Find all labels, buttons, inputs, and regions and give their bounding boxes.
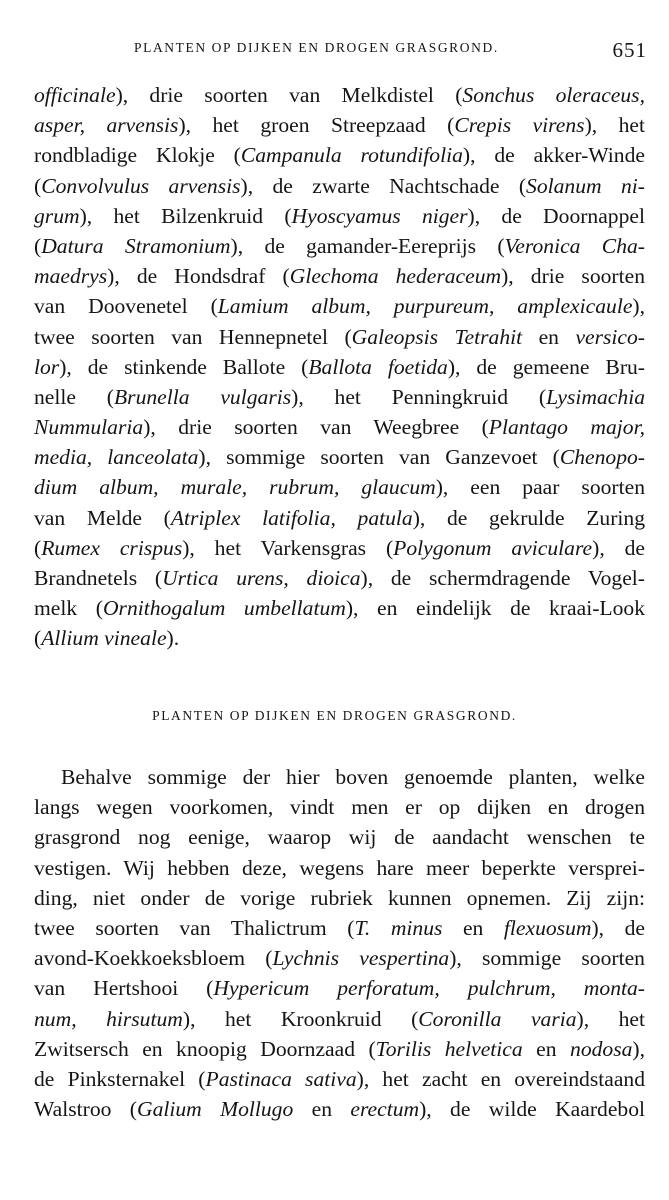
running-head: PLANTEN OP DIJKEN EN DROGEN GRASGROND. <box>134 40 499 55</box>
italic-run: Lamium album, purpureum, amplexicaule <box>217 294 633 319</box>
italic-run: Convolvulus arvensis <box>41 173 241 198</box>
italic-run: Atriplex latifolia, patula <box>170 505 413 530</box>
text-line <box>34 442 645 472</box>
text-run: ), het groen Streepzaad ( <box>178 113 455 138</box>
italic-run: lor <box>34 354 60 379</box>
italic-run: Galeopsis Tetrahit <box>351 324 523 349</box>
italic-run: Brunella vulgaris <box>113 384 292 409</box>
text-run: ), de zwarte Nachtschade ( <box>240 173 527 198</box>
text-run: ), de <box>592 535 645 560</box>
italic-run: Crepis virens <box>454 113 585 138</box>
text-run: ), een paar soorten <box>435 475 646 500</box>
text-run: ), het Bilzenkruid ( <box>79 203 292 228</box>
italic-run: Lysimachia <box>546 384 645 409</box>
italic-run: grum <box>34 203 80 228</box>
text-line <box>34 110 645 140</box>
text-run: van Doovenetel ( <box>34 294 218 319</box>
text-line <box>34 533 645 563</box>
text-run: en <box>293 1097 351 1122</box>
text-run: ), sommige soorten <box>449 946 645 971</box>
text-run: ), de schermdragende Vogel- <box>360 566 645 590</box>
text-run: de Pinksternakel ( <box>34 1066 206 1091</box>
italic-run: Rumex crispus <box>41 535 183 560</box>
italic-run: Torilis helvetica <box>375 1036 523 1061</box>
text-line <box>34 593 645 623</box>
text-line <box>34 171 645 201</box>
text-run: ), sommige soorten van Ganzevoet ( <box>198 445 560 470</box>
text-line <box>34 943 645 973</box>
italic-run: officinale <box>34 83 116 107</box>
text-run: ), drie soorten van Melkdistel ( <box>115 83 463 107</box>
paragraph-continued <box>34 80 645 654</box>
italic-run: asper, arvensis <box>34 113 179 138</box>
italic-run: num, hirsutum <box>34 1006 183 1031</box>
text-run: ), <box>632 1036 645 1061</box>
text-run: ), het <box>584 113 645 138</box>
text-run: ), de gemeene Bru- <box>447 354 645 379</box>
italic-run: Chenopo- <box>559 445 645 470</box>
italic-run: erectum <box>350 1097 420 1122</box>
text-run: melk ( <box>34 596 103 621</box>
text-run: twee soorten van Thalictrum ( <box>34 915 355 940</box>
section-heading: PLANTEN OP DIJKEN EN DROGEN GRASGROND. <box>152 708 517 723</box>
text-run: grasgrond nog eenige, waarop wij de aandacht wenschen te <box>34 825 645 850</box>
text-run: avond-Koekkoeksbloem ( <box>34 946 273 971</box>
text-run: ), de Doornappel <box>467 203 645 228</box>
italic-run: Allium vineale <box>41 626 167 651</box>
text-run: ), de wilde Kaardebol <box>419 1097 646 1122</box>
italic-run: Sonchus oleraceus, <box>462 83 645 107</box>
text-line <box>34 623 645 653</box>
italic-run: Campanula rotundifolia <box>240 143 463 168</box>
italic-run: nodosa <box>570 1036 633 1061</box>
text-line <box>34 1064 645 1094</box>
text-run: ), en eindelijk de kraai-Look <box>345 596 645 621</box>
text-run: ), het <box>576 1006 645 1031</box>
italic-run: versico- <box>575 324 645 349</box>
italic-run: Ornithogalum umbellatum <box>102 596 346 621</box>
page-number: 651 <box>612 38 647 62</box>
text-run: twee soorten van Hennepnetel ( <box>34 324 352 349</box>
text-line <box>34 853 645 883</box>
text-run: ), <box>632 294 645 319</box>
text-line <box>34 792 645 822</box>
text-line <box>34 973 645 1003</box>
text-run: nelle ( <box>34 384 114 409</box>
text-line <box>34 291 645 321</box>
italic-run: Hyoscyamus niger <box>291 203 468 228</box>
text-run: Zwitsersch en knoopig Doornzaad ( <box>34 1036 376 1061</box>
italic-run: flexuosum <box>503 915 592 940</box>
italic-run: Solanum ni- <box>526 173 645 198</box>
italic-run: Polygonum aviculare <box>393 535 593 560</box>
italic-run: Hypericum perforatum, pulchrum, monta- <box>213 976 645 1001</box>
text-line <box>34 322 645 352</box>
italic-run: Urtica urens, dioica <box>162 566 361 590</box>
text-run: en <box>522 1036 571 1061</box>
text-run: Brandnetels ( <box>34 566 163 590</box>
text-run: ), drie soorten van Weegbree ( <box>143 415 489 440</box>
italic-run: Datura Stramonium <box>41 233 231 258</box>
text-line <box>34 762 645 792</box>
text-line <box>34 563 645 593</box>
text-run: rondbladige Klokje ( <box>34 143 241 168</box>
text-run: en <box>442 915 504 940</box>
italic-run: maedrys <box>34 264 108 289</box>
text-line <box>34 412 645 442</box>
text-line <box>34 231 645 261</box>
italic-run: Nummularia <box>34 415 144 440</box>
text-line <box>34 472 645 502</box>
text-run: ( <box>34 233 42 258</box>
text-run: ), het Penningkruid ( <box>291 384 547 409</box>
text-line <box>34 1034 645 1064</box>
italic-run: media, lanceolata <box>34 445 199 470</box>
text-line <box>34 913 645 943</box>
italic-run: Pastinaca sativa <box>205 1066 357 1091</box>
italic-run: Veronica Cha- <box>504 233 645 258</box>
text-run: vestigen. Wij hebben deze, wegens hare meer beperkte versprei- <box>34 855 645 880</box>
text-run: ), de gekrulde Zuring <box>412 505 645 530</box>
text-line <box>34 140 645 170</box>
italic-run: dium album, murale, rubrum, glaucum <box>34 475 436 500</box>
text-run: van Melde ( <box>34 505 171 530</box>
text-run: ), de akker-Winde <box>462 143 645 168</box>
text-line <box>34 201 645 231</box>
paragraph-behalve <box>34 762 645 1124</box>
text-line <box>34 1004 645 1034</box>
text-line <box>34 352 645 382</box>
italic-run: Ballota foetida <box>308 354 448 379</box>
text-run: ), het zacht en overeindstaand <box>356 1066 645 1091</box>
text-run: ), drie soorten <box>501 264 646 289</box>
text-run: Walstroo ( <box>34 1097 137 1122</box>
text-line <box>34 883 645 913</box>
text-run: ), de stinkende Ballote ( <box>59 354 309 379</box>
text-run: en <box>522 324 576 349</box>
text-run: ( <box>34 535 42 560</box>
text-run: ), het Kroonkruid ( <box>182 1006 419 1031</box>
italic-run: Glechoma hederaceum <box>289 264 502 289</box>
text-run: ), de gamander-Eereprijs ( <box>230 233 505 258</box>
text-run: ding, niet onder de vorige rubriek kunnen opnemen. Zij zijn: <box>34 885 645 910</box>
italic-run: Galium Mollugo <box>136 1097 294 1122</box>
text-run: ( <box>34 626 42 651</box>
text-run: ), de Hondsdraf ( <box>107 264 290 289</box>
text-line <box>34 382 645 412</box>
italic-run: T. minus <box>354 915 443 940</box>
text-run: langs wegen voorkomen, vindt men er op dijken en drogen <box>34 795 645 820</box>
text-run: ), de <box>591 915 646 940</box>
text-line <box>34 822 645 852</box>
italic-run: Lychnis vespertina <box>272 946 450 971</box>
text-line <box>34 80 645 110</box>
text-run: van Hertshooi ( <box>34 976 214 1001</box>
text-run: ( <box>34 173 42 198</box>
text-run: Behalve sommige der hier boven genoemde planten, welke <box>61 765 645 789</box>
text-run: ). <box>166 626 180 651</box>
text-run: ), het Varkensgras ( <box>182 535 394 560</box>
text-line <box>34 261 645 291</box>
text-line <box>34 1094 645 1124</box>
italic-run: Plantago major, <box>488 415 645 440</box>
text-line <box>34 503 645 533</box>
italic-run: Coronilla varia <box>418 1006 577 1031</box>
